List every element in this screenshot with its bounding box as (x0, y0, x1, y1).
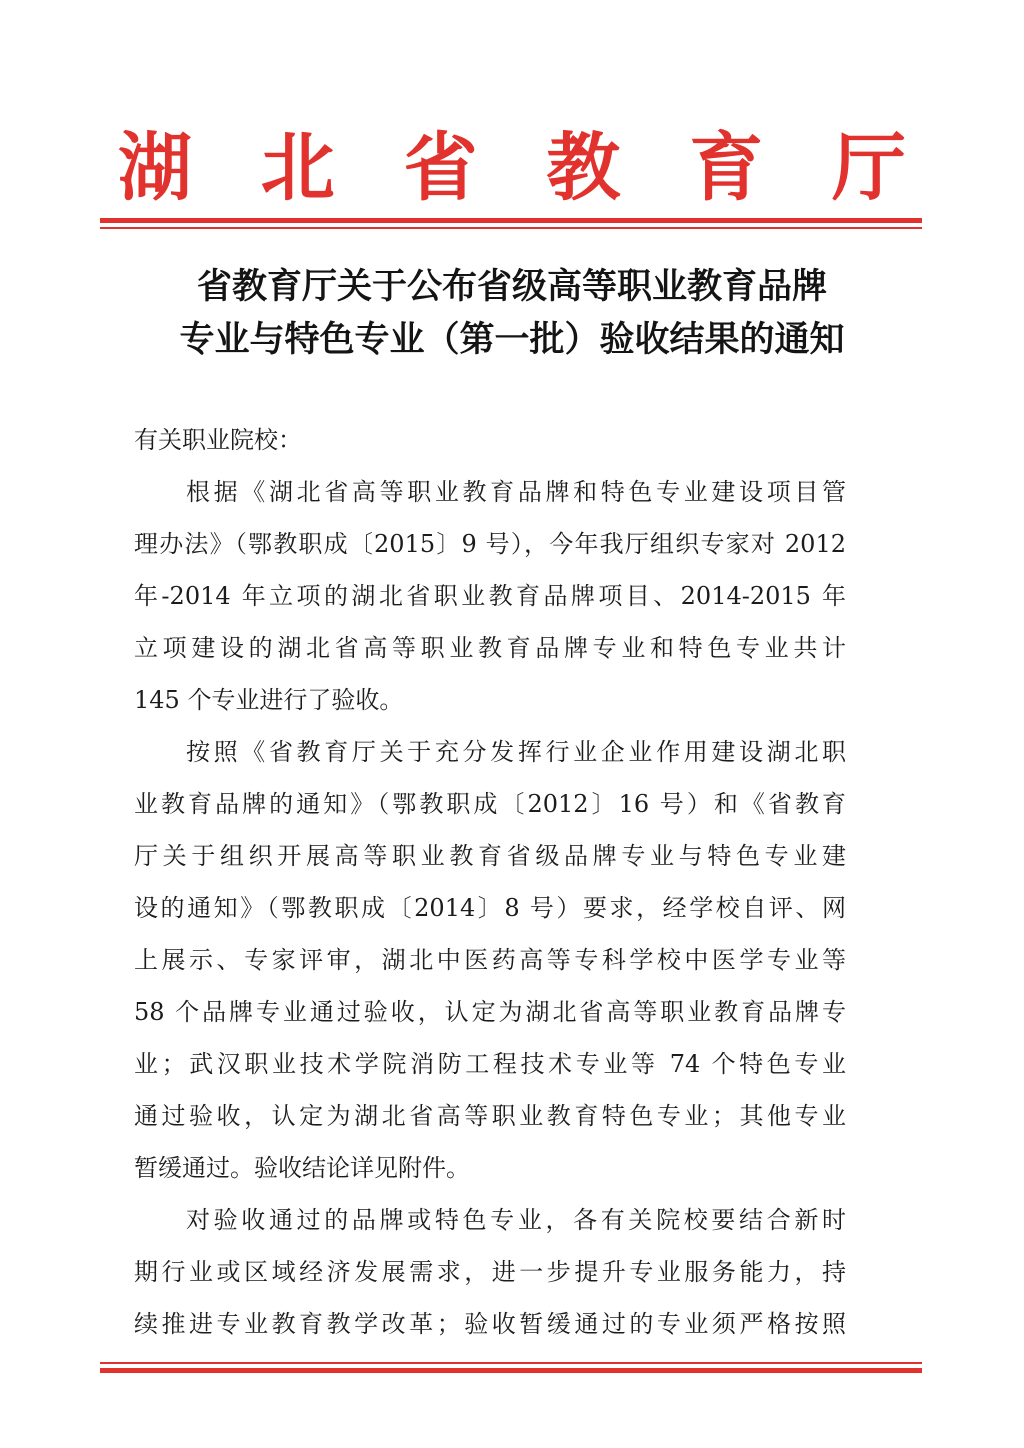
letterhead-char: 湖 (118, 125, 192, 211)
body-line: 对验收通过的品牌或特色专业，各有关院校要结合新时 (186, 1206, 846, 1234)
body-line: 理办法》（鄂教职成〔2015〕9 号），今年我厅组织专家对 2012 (134, 530, 846, 558)
body-line: 设的通知》（鄂教职成〔2014〕8 号）要求，经学校自评、网 (134, 894, 846, 922)
body-line: 期行业或区域经济发展需求，进一步提升专业服务能力，持 (134, 1258, 846, 1286)
body-line: 145 个专业进行了验收。 (134, 686, 404, 714)
letterhead (100, 118, 924, 218)
body-line: 厅关于组织开展高等职业教育省级品牌专业与特色专业建 (134, 842, 846, 870)
body-line: 业；武汉职业技术学院消防工程技术专业等 74 个特色专业 (134, 1050, 846, 1078)
body-line: 根据《湖北省高等职业教育品牌和特色专业建设项目管 (186, 478, 846, 506)
document-title-line-2: 专业与特色专业（第一批）验收结果的通知 (179, 319, 845, 360)
body-line: 业教育品牌的通知》（鄂教职成〔2012〕16 号）和《省教育 (134, 790, 846, 818)
letterhead-char: 厅 (831, 125, 906, 211)
salutation: 有关职业院校： (134, 426, 302, 454)
body-line: 续推进专业教育教学改革；验收暂缓通过的专业须严格按照 (134, 1310, 846, 1338)
body-line: 通过验收，认定为湖北省高等职业教育特色专业；其他专业 (134, 1102, 846, 1130)
body-line: 按照《省教育厅关于充分发挥行业企业作用建设湖北职 (186, 738, 846, 766)
document-title-line-1: 省教育厅关于公布省级高等职业教育品牌 (196, 266, 827, 307)
body-line: 上展示、专家评审，湖北中医药高等专科学校中医学专业等 (134, 946, 846, 974)
document-title (100, 260, 924, 366)
document-body (134, 414, 846, 1350)
letterhead-char: 北 (260, 125, 335, 211)
body-line: 58 个品牌专业通过验收，认定为湖北省高等职业教育品牌专 (134, 998, 846, 1026)
letterhead-rule-thin (100, 227, 922, 229)
letterhead-char: 省 (403, 125, 478, 211)
letterhead-rule-thick (100, 218, 922, 223)
footer-rule-thin (100, 1362, 922, 1364)
footer-rule-thick (100, 1368, 922, 1373)
letterhead-char: 育 (689, 125, 764, 211)
body-line: 立项建设的湖北省高等职业教育品牌专业和特色专业共计 (134, 634, 846, 662)
body-line: 暂缓通过。验收结论详见附件。 (134, 1154, 470, 1182)
body-line: 年-2014 年立项的湖北省职业教育品牌项目、2014-2015 年 (134, 582, 846, 610)
letterhead-char: 教 (546, 125, 621, 211)
